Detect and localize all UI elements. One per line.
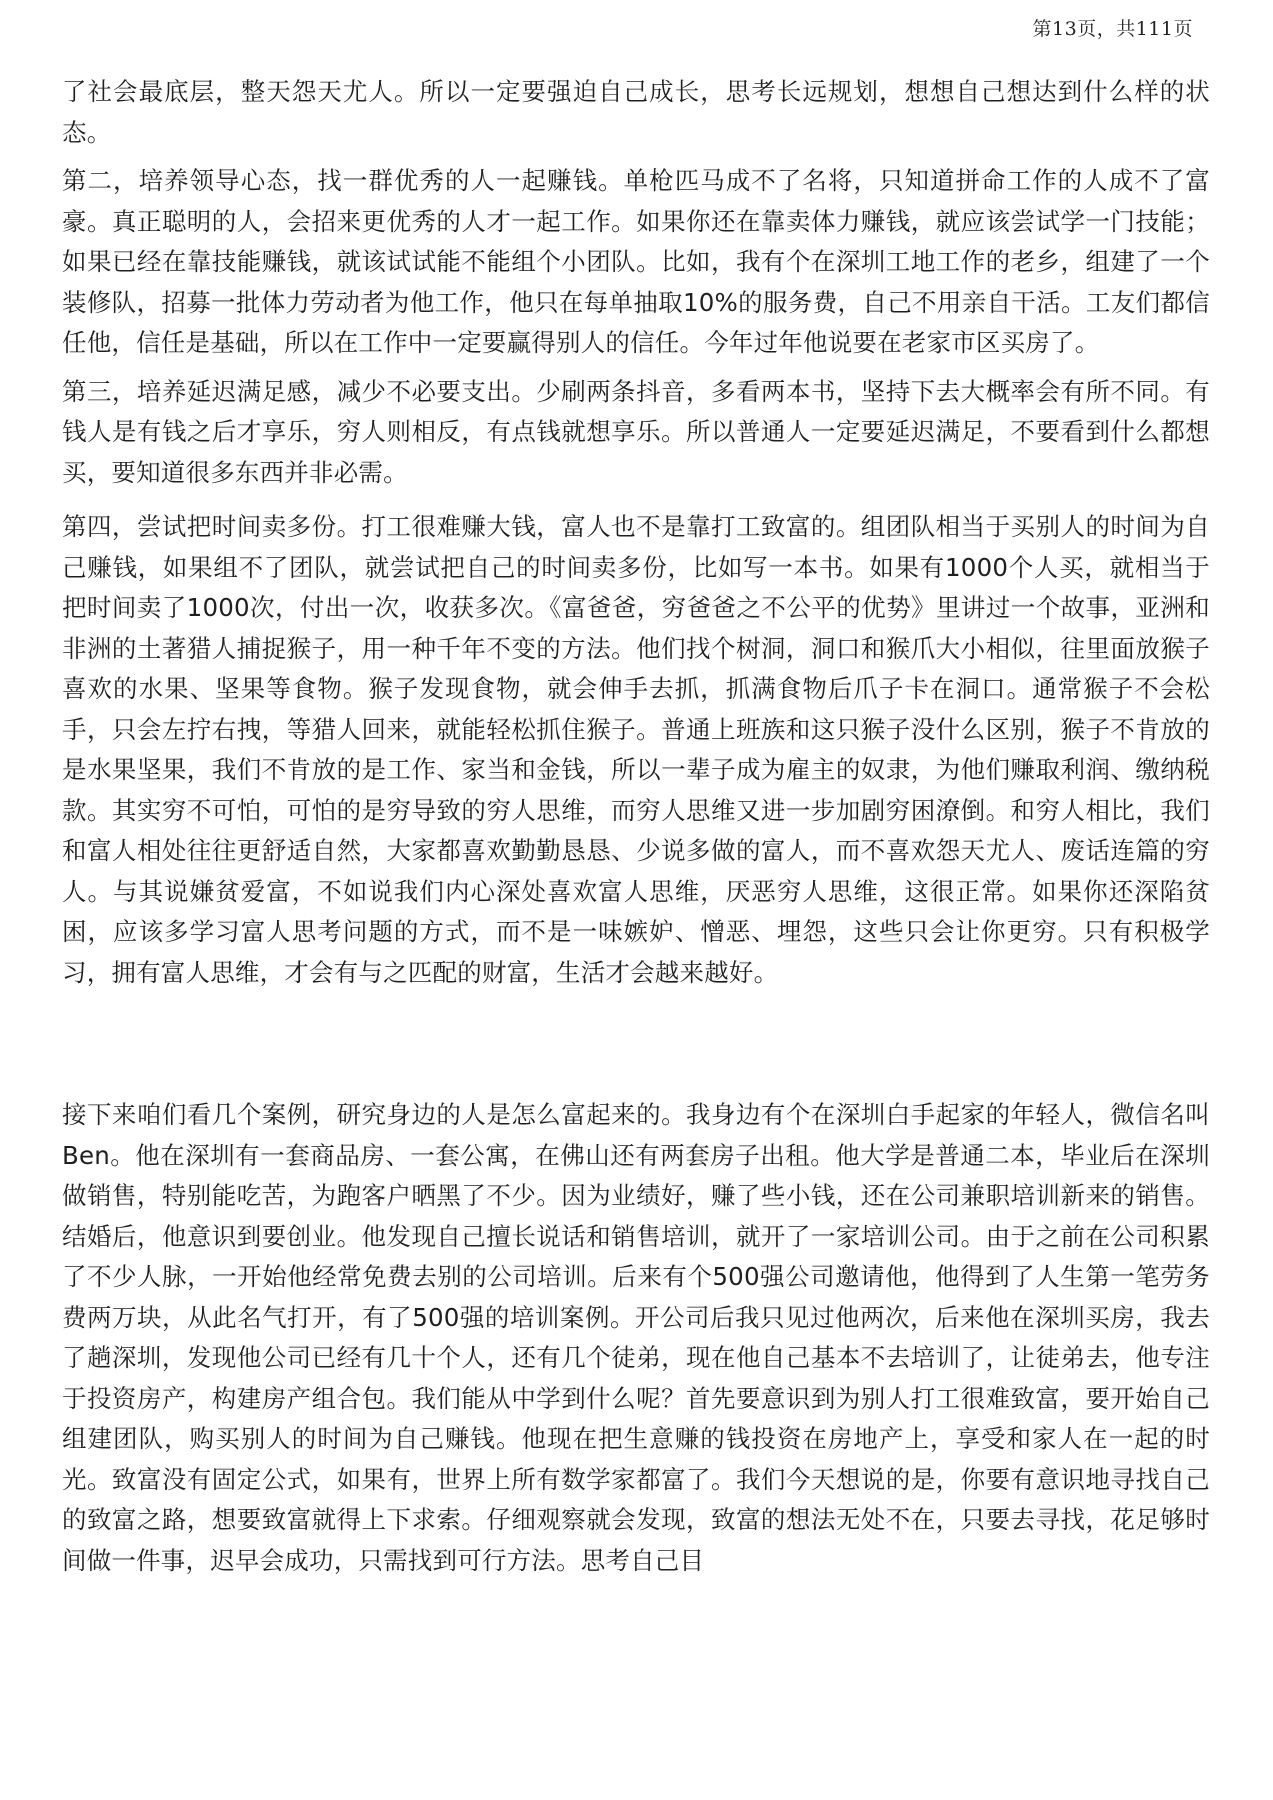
page-number: 第13页，共111页: [1032, 18, 1193, 40]
paragraph-point-two: 第二，培养领导心态，找一群优秀的人一起赚钱。单枪匹马成不了名将，只知道拼命工作的人成不了富豪。真正聪明的人，会招来更优秀的人才一起工作。如果你还在靠卖体力赚钱，就应该尝试学一门技能；如果已经在靠技能赚钱，就该试试能不能组个小团队。比如，我有个在深圳工地工作的老乡，组建了一个装修队，招募一批体力劳动者为他工作，他只在每单抽取10%的服务费，自己不用亲自干活。工友们都信任他，信任是基础，所以在工作中一定要赢得别人的信任。今年过年他说要在老家市区买房了。: [62, 166, 1210, 357]
document-body: [62, 72, 1210, 1581]
paragraph-point-three: 第三，培养延迟满足感，减少不必要支出。少刷两条抖音，多看两本书，坚持下去大概率会有所不同。有钱人是有钱之后才享乐，穷人则相反，有点钱就想享乐。所以普通人一定要延迟满足，不要看到什么都想买，要知道很多东西并非必需。: [62, 376, 1210, 487]
paragraph-point-four: 第四，尝试把时间卖多份。打工很难赚大钱，富人也不是靠打工致富的。组团队相当于买别人的时间为自己赚钱，如果组不了团队，就尝试把自己的时间卖多份，比如写一本书。如果有1000个人买，就相当于把时间卖了1000次，付出一次，收获多次。《富爸爸，穷爸爸之不公平的优势》里讲过一个故事，亚洲和非洲的土著猎人捕捉猴子，用一种千年不变的方法。他们找个树洞，洞口和猴爪大小相似，往里面放猴子喜欢的水果、坚果等食物。猴子发现食物，就会伸手去抓，抓满食物后爪子卡在洞口。通常猴子不会松手，只会左拧右拽，等猎人回来，就能轻松抓住猴子。普通上班族和这只猴子没什么区别，猴子不肯放的是水果坚果，我们不肯放的是工作、家当和金钱，所以一辈子成为雇主的奴隶，为他们赚取利润、缴纳税款。其实穷不可怕，可怕的是穷导致的穷人思维，而穷人思维又进一步加剧穷困潦倒。和穷人相比，我们和富人相处往往更舒适自然，大家都喜欢勤勤恳恳、少说多做的富人，而不喜欢怨天尤人、废话连篇的穷人。与其说嫌贫爱富，不如说我们内心深处喜欢富人思维，厌恶穷人思维，这很正常。如果你还深陷贫困，应该多学习富人思考问题的方式，而不是一味嫉妒、憎恶、埋怨，这些只会让你更穷。只有积极学习，拥有富人思维，才会有与之匹配的财富，生活才会越来越好。: [62, 512, 1210, 987]
paragraph-intro-continuation: 了社会最底层，整天怨天尤人。所以一定要强迫自己成长，思考长远规划，想想自己想达到什么样的状态。: [62, 77, 1210, 147]
paragraph-case-study: 接下来咱们看几个案例，研究身边的人是怎么富起来的。我身边有个在深圳白手起家的年轻人，微信名叫Ben。他在深圳有一套商品房、一套公寓，在佛山还有两套房子出租。他大学是普通二本，毕业后在深圳做销售，特别能吃苦，为跑客户晒黑了不少。因为业绩好，赚了些小钱，还在公司兼职培训新来的销售。结婚后，他意识到要创业。他发现自己擅长说话和销售培训，就开了一家培训公司。由于之前在公司积累了不少人脉，一开始他经常免费去别的公司培训。后来有个500强公司邀请他，他得到了人生第一笔劳务费两万块，从此名气打开，有了500强的培训案例。开公司后我只见过他两次，后来他在深圳买房，我去了趟深圳，发现他公司已经有几十个人，还有几个徒弟，现在他自己基本不去培训了，让徒弟去，他专注于投资房产，构建房产组合包。我们能从中学到什么呢？首先要意识到为别人打工很难致富，要开始自己组建团队，购买别人的时间为自己赚钱。他现在把生意赚的钱投资在房地产上，享受和家人在一起的时光。致富没有固定公式，如果有，世界上所有数学家都富了。我们今天想说的是，你要有意识地寻找自己的致富之路，想要致富就得上下求索。仔细观察就会发现，致富的想法无处不在，只要去寻找，花足够时间做一件事，迟早会成功，只需找到可行方法。思考自己目: [62, 1100, 1210, 1575]
